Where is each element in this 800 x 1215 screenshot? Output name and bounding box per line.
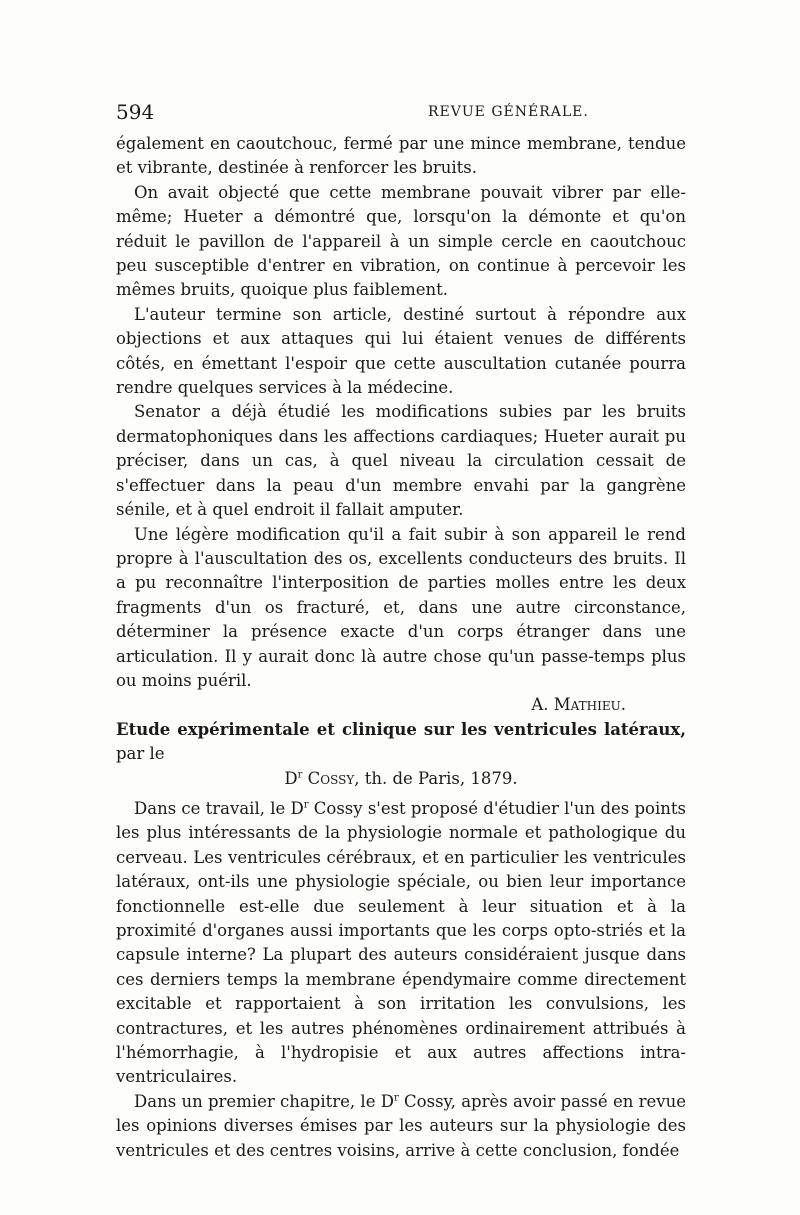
paragraph-7-b: Cossy, après avoir passé en revue les opinions diverses émises par les auteurs sur la physiologie des ventricules et des centres voisins, arrive à cette conclusion, fondée — [116, 1091, 686, 1160]
paragraph-5: Une légère modification qu'il a fait subir à son appareil le rend propre à l'auscultation des os, excellents conducteurs des bruits. Il a pu reconnaître l'interposition de parties molles entre les deux fragments d'un os fracturé, et, dans une autre circonstance, déterminer la présence exacte d'un corps étranger dans une articulation. Il y aurait donc là autre chose qu'un passe-temps plus ou moins puéril. — [116, 524, 686, 690]
byline-dr: D — [284, 768, 298, 788]
paragraph-4: Senator a déjà étudié les modifications subies par les bruits dermatophoniques dans les affections cardiaques; Hueter aurait pu préciser, dans un cas, à quel niveau la circulation cessait de s'effectuer dans la peau d'un membre envahi par la gangrène sénile, et à quel endroit il fallait amputer. — [116, 402, 686, 520]
byline-author: Cossy — [302, 768, 355, 788]
byline-source: , th. de Paris, 1879. — [354, 768, 518, 788]
body-text — [116, 132, 686, 1163]
article-title — [116, 718, 686, 767]
byline-dr-sup: r — [297, 769, 303, 781]
article-title-bold: Etude expérimentale et clinique sur les ventricules latéraux, — [116, 719, 686, 739]
paragraph-7 — [116, 1090, 686, 1163]
paragraph-7-sup: r — [393, 1092, 399, 1104]
article-title-rest: par le — [116, 744, 165, 764]
page-number: 594 — [116, 100, 155, 124]
page-header — [116, 100, 686, 130]
paragraph-6-a: Dans ce travail, le D — [134, 798, 304, 818]
paragraph-6 — [116, 797, 686, 1090]
article-byline — [116, 767, 686, 791]
paragraph-6-b: Cossy s'est proposé d'étudier l'un des points les plus intéressants de la physiologie normale et pathologique du cerveau. Les ventricules cérébraux, et en particulier les ventricules latéraux, ont-ils une physiologie spéciale, ou bien leur importance fonctionnelle est-elle due seulement à leur situation et à la proximité d'organes aussi importants que les corps opto-striés et la capsule interne? La plupart des auteurs considéraient jusque dans ces derniers temps la membrane épendymaire comme directement excitable et rapportaient à son irritation les convulsions, les contractures, et les autres phénomènes ordinairement attribués à l'hémorrhagie, à l'hydropisie et aux autres affections intra-ventriculaires. — [116, 798, 686, 1087]
author-signature: A. Mathieu. — [531, 695, 626, 715]
paragraph-2: On avait objecté que cette membrane pouvait vibrer par elle-même; Hueter a démontré que, lorsqu'on la démonte et qu'on réduit le pavillon de l'appareil à un simple cercle en caoutchouc peu susceptible d'entrer en vibration, on continue à percevoir les mêmes bruits, quoique plus faiblement. — [116, 182, 686, 300]
paragraph-7-a: Dans un premier chapitre, le D — [134, 1091, 394, 1111]
running-head: REVUE GÉNÉRALE. — [428, 104, 589, 120]
paragraph-1: également en caoutchouc, fermé par une mince membrane, tendue et vibrante, destinée à renforcer les bruits. — [116, 134, 686, 178]
paragraph-3: L'auteur termine son article, destiné surtout à répondre aux objections et aux attaques qui lui étaient venues de différents côtés, en émettant l'espoir que cette auscultation cutanée pourra rendre quelques services à la médecine. — [116, 304, 686, 398]
paragraph-6-sup: r — [303, 799, 309, 811]
